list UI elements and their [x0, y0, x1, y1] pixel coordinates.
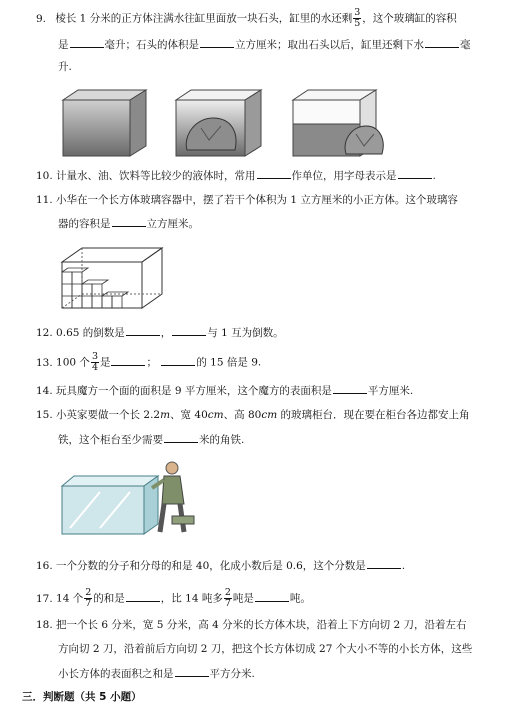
question-text: 100 个: [56, 356, 90, 369]
denominator: 7: [85, 598, 92, 609]
answer-blank[interactable]: [367, 559, 401, 569]
question-9: [36, 8, 506, 29]
question-12: [36, 326, 506, 339]
question-text: 立方厘米。: [146, 218, 199, 230]
question-text: 玩具魔方一个面的面积是 9 平方厘米，这个魔方的表面积是: [56, 385, 332, 397]
answer-blank[interactable]: [112, 217, 146, 227]
answer-blank[interactable]: [255, 592, 289, 602]
section-heading: 三．判断题（共 5 小题）: [22, 691, 142, 703]
question-11-line2: [58, 217, 199, 230]
question-text: ，这个玻璃缸的容积: [362, 12, 457, 25]
question-text: .: [401, 560, 406, 572]
glass-tank-figure-1: [60, 88, 150, 160]
unit: cm: [207, 409, 224, 421]
question-11: [36, 194, 506, 206]
answer-blank[interactable]: [111, 356, 145, 366]
question-text: 、高 80: [223, 409, 262, 421]
question-text: 作单位，用字母表示是: [291, 170, 397, 182]
question-9-line2: [58, 38, 471, 51]
question-text: 米的角铁.: [199, 434, 245, 446]
numerator: 3: [354, 7, 361, 18]
question-15: [36, 409, 506, 421]
question-text: .: [432, 170, 436, 182]
question-text: 把一个长 6 分米，宽 5 分米，高 4 分米的长方体木块，沿着上下方向切 2 刀，沿着左右: [56, 619, 467, 631]
question-text: 小英家要做一个长 2.2: [56, 409, 161, 421]
question-text: 吨是: [232, 592, 254, 605]
question-18: [36, 619, 506, 631]
question-text: 平方厘米.: [367, 385, 414, 397]
question-number: 11.: [36, 194, 53, 206]
answer-blank[interactable]: [126, 326, 160, 336]
glass-container-cubes-figure: [58, 244, 168, 312]
question-number: 16.: [36, 560, 53, 572]
question-text: 铁，这个柜台至少需要: [58, 434, 163, 446]
answer-blank[interactable]: [398, 169, 432, 179]
question-text: 14 个: [56, 592, 84, 605]
question-number: 10.: [36, 170, 53, 182]
question-text: 棱长 1 分米的正方体注满水往缸里面放一块石头，缸里的水还剩: [55, 12, 353, 25]
question-text: 平方分米.: [209, 668, 255, 680]
denominator: 4: [91, 362, 98, 373]
question-10: [36, 169, 506, 182]
unit: cm: [261, 409, 278, 421]
question-text: 小长方体的表面积之和是: [58, 668, 174, 680]
answer-blank[interactable]: [425, 38, 459, 48]
fraction: [84, 588, 92, 609]
question-14: [36, 384, 506, 397]
answer-blank[interactable]: [164, 433, 198, 443]
answer-blank[interactable]: [200, 38, 234, 48]
fraction: [91, 352, 99, 373]
answer-blank[interactable]: [257, 169, 291, 179]
question-15-line2: [58, 433, 244, 446]
question-18-line3: [58, 667, 255, 680]
question-text: 的玻璃柜台．现在要在柜台各边都安上角: [277, 409, 470, 421]
question-text: 毫升；石头的体积是: [104, 39, 199, 51]
answer-blank[interactable]: [126, 592, 160, 602]
question-text: 毫: [460, 39, 471, 51]
question-text: 是: [58, 39, 69, 51]
question-text: 方向切 2 刀，沿着前后方向切 2 刀，把这个长方体切成 27 个大小不等的小长方体，这些: [58, 643, 473, 655]
question-text: 是: [99, 356, 111, 369]
answer-blank[interactable]: [172, 326, 206, 336]
question-18-line2: [58, 643, 472, 655]
question-text: 一个分数的分子和分母的和是 40，化成小数后是 0.6，这个分数是: [56, 560, 366, 572]
question-text: 吨。: [289, 592, 311, 605]
glass-counter-worker-figure: [60, 458, 210, 536]
question-text: 器的容积是: [58, 218, 111, 230]
question-number: 9.: [36, 12, 47, 25]
question-number: 18.: [36, 619, 53, 631]
fraction: [224, 588, 232, 609]
question-number: 13.: [36, 356, 53, 369]
question-number: 14.: [36, 385, 53, 397]
question-number: 15.: [36, 409, 53, 421]
glass-tank-stone-removed-figure: [290, 88, 386, 160]
answer-blank[interactable]: [333, 384, 367, 394]
question-number: 12.: [36, 327, 53, 339]
question-text: 小华在一个长方体玻璃容器中，摆了若干个体积为 1 立方厘米的小正方体。这个玻璃容: [56, 194, 458, 206]
question-text: 升.: [58, 61, 72, 73]
glass-tank-with-stone-figure: [173, 88, 265, 160]
numerator: 3: [91, 351, 98, 362]
question-text: 、宽 40: [170, 409, 208, 421]
question-text: 0.65 的倒数是: [56, 327, 125, 339]
question-text: ；: [146, 356, 157, 369]
numerator: 2: [85, 587, 92, 598]
question-9-line3: [58, 61, 72, 73]
question-text: 与 1 互为倒数。: [207, 327, 284, 339]
question-number: 17.: [36, 592, 53, 605]
question-16: [36, 559, 506, 572]
unit: m: [160, 409, 171, 421]
fraction: [353, 8, 361, 29]
answer-blank[interactable]: [161, 356, 195, 366]
answer-blank[interactable]: [70, 38, 104, 48]
question-text: 计量水、油、饮料等比较少的液体时，常用: [56, 170, 256, 182]
answer-blank[interactable]: [175, 667, 209, 677]
denominator: 5: [354, 18, 361, 29]
question-text: 立方厘米；取出石头以后，缸里还剩下水: [235, 39, 424, 51]
numerator: 2: [224, 587, 231, 598]
question-13: [36, 352, 506, 373]
denominator: 7: [224, 598, 231, 609]
question-text: ，比 14 吨多: [160, 592, 223, 605]
question-17: [36, 588, 506, 609]
question-text: 的 15 倍是 9.: [196, 356, 262, 369]
question-text: ，: [160, 327, 172, 339]
question-text: 的和是: [93, 592, 125, 605]
